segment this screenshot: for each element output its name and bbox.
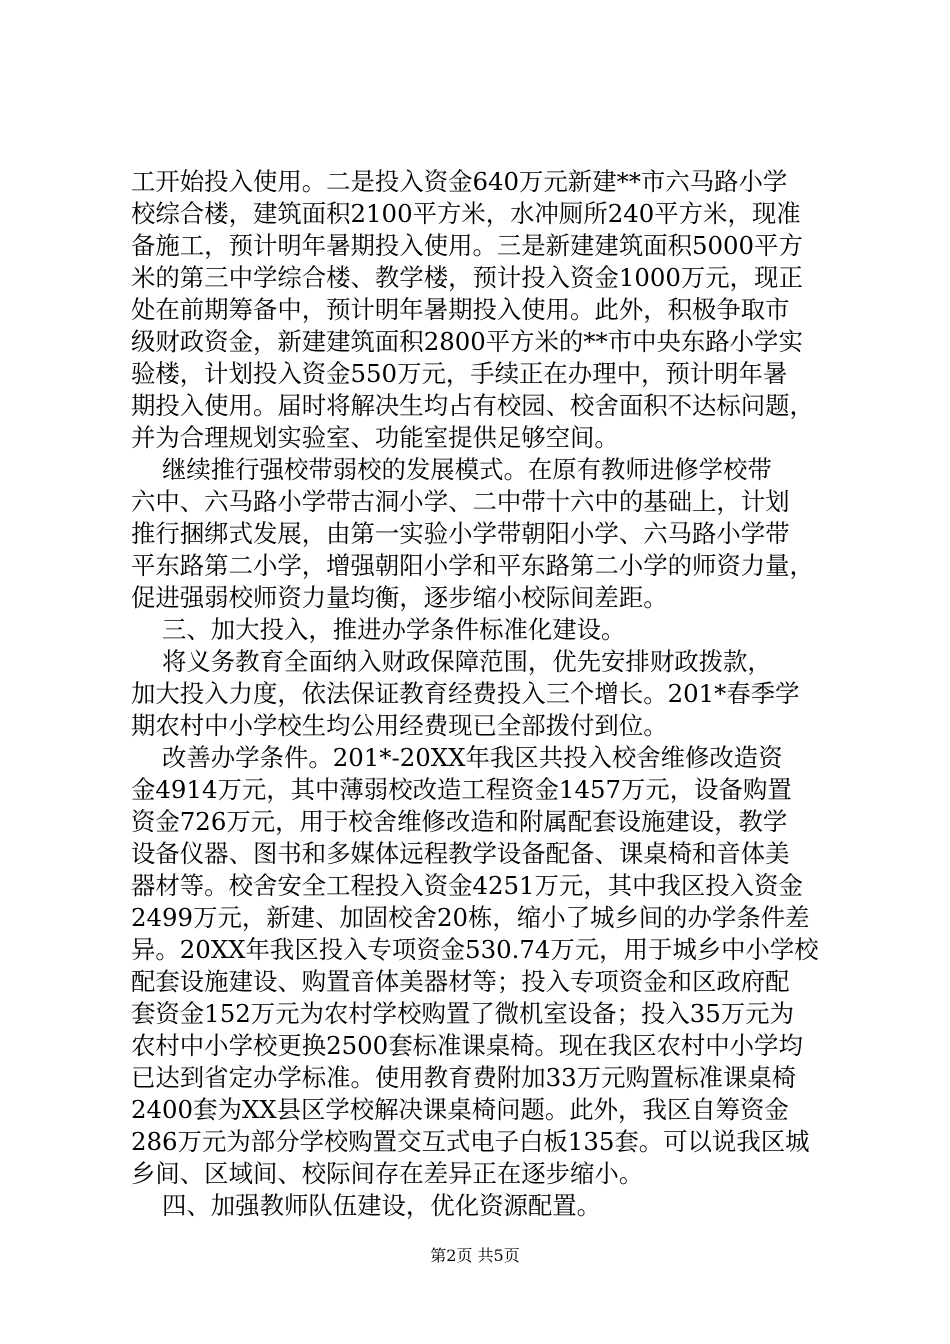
text-line: 米的第三中学综合楼、教学楼，预计投入资金1000万元，现正 — [131, 263, 803, 292]
text-line: 乡间、区域间、校际间存在差异正在逐步缩小。 — [131, 1159, 644, 1188]
text-line: 验楼，计划投入资金550万元，手续正在办理中，预计明年暑 — [131, 359, 788, 388]
text-line: 设备仪器、图书和多媒体远程教学设备配备、课桌椅和音体美 — [131, 839, 790, 868]
text-line: 器材等。校舍安全工程投入资金4251万元，其中我区投入资金 — [131, 871, 803, 900]
text-line: 286万元为部分学校购置交互式电子白板135套。可以说我区城 — [131, 1127, 810, 1156]
text-line: 2400套为XX县区学校解决课桌椅问题。此外，我区自筹资金 — [131, 1095, 789, 1124]
text-line: 配套设施建设、购置音体美器材等；投入专项资金和区政府配 — [131, 967, 790, 996]
text-line: 改善办学条件。201*-20XX年我区共投入校舍维修改造资 — [131, 743, 783, 772]
text-line: 推行捆绑式发展，由第一实验小学带朝阳小学、六马路小学带 — [131, 519, 790, 548]
text-line: 校综合楼，建筑面积2100平方米，水冲厕所240平方米，现准 — [131, 199, 801, 228]
text-line: 资金726万元，用于校舍维修改造和附属配套设施建设，教学 — [131, 807, 788, 836]
text-line: 已达到省定办学标准。使用教育费附加33万元购置标准课桌椅 — [131, 1063, 797, 1092]
text-line: 加大投入力度，依法保证教育经费投入三个增长。201*春季学 — [131, 679, 800, 708]
text-line: 异。20XX年我区投入专项资金530.74万元，用于城乡中小学校 — [131, 935, 819, 964]
page-number-footer: 第2页 共5页 — [430, 1246, 520, 1265]
text-line: 处在前期筹备中，预计明年暑期投入使用。此外，积极争取市 — [131, 295, 790, 324]
text-line: 2499万元，新建、加固校舍20栋，缩小了城乡间的办学条件差 — [131, 903, 810, 932]
text-line: 套资金152万元为农村学校购置了微机室设备；投入35万元为 — [131, 999, 794, 1028]
text-line: 期农村中小学校生均公用经费现已全部拨付到位。 — [131, 711, 668, 740]
text-line: 六中、六马路小学带古洞小学、二中带十六中的基础上，计划 — [131, 487, 790, 516]
text-line: 并为合理规划实验室、功能室提供足够空间。 — [131, 423, 619, 452]
text-line: 级财政资金，新建建筑面积2800平方米的**市中央东路小学实 — [131, 327, 803, 356]
text-line: 工开始投入使用。二是投入资金640万元新建**市六马路小学 — [131, 167, 788, 196]
text-line: 继续推行强校带弱校的发展模式。在原有教师进修学校带 — [131, 455, 772, 484]
text-line: 农村中小学校更换2500套标准课桌椅。现在我区农村中小学均 — [131, 1031, 803, 1060]
text-line: 期投入使用。届时将解决生均占有校园、校舍面积不达标问题， — [131, 391, 814, 420]
document-body — [131, 166, 831, 1222]
text-line: 备施工，预计明年暑期投入使用。三是新建建筑面积5000平方 — [131, 231, 803, 260]
text-line: 平东路第二小学，增强朝阳小学和平东路第二小学的师资力量， — [131, 551, 814, 580]
text-line: 金4914万元，其中薄弱校改造工程资金1457万元，设备购置 — [131, 775, 792, 804]
section-heading: 三、加大投入，推进办学条件标准化建设。 — [131, 615, 626, 644]
section-heading: 四、加强教师队伍建设，优化资源配置。 — [131, 1191, 602, 1220]
text-line: 将义务教育全面纳入财政保障范围，优先安排财政拨款， — [131, 647, 772, 676]
text-line: 促进强弱校师资力量均衡，逐步缩小校际间差距。 — [131, 583, 668, 612]
